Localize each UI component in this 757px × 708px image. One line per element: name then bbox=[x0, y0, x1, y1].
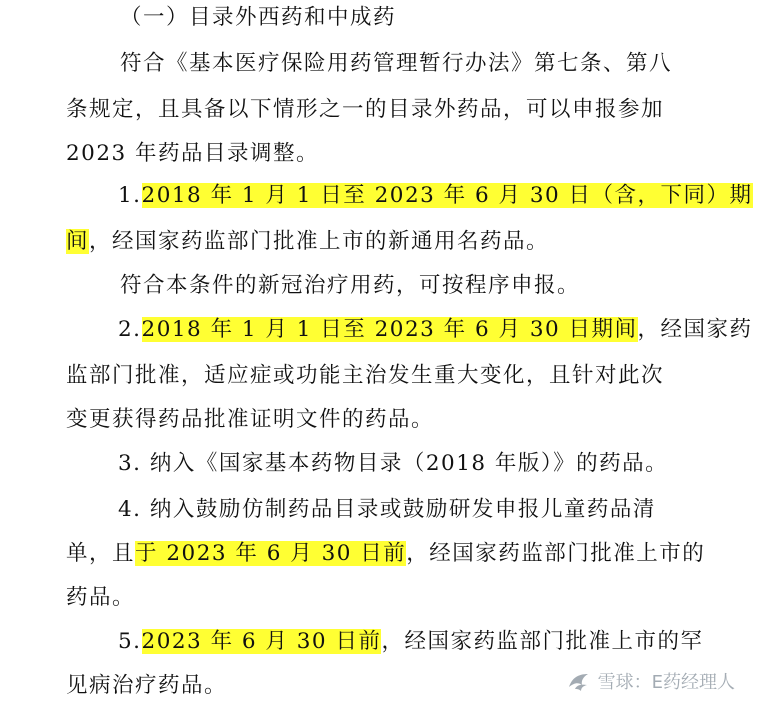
item-2-line-2 bbox=[66, 360, 664, 392]
item-5-text-2: 见病治疗药品。 bbox=[66, 673, 228, 698]
item-5-line-1 bbox=[118, 626, 703, 658]
item-2-text-2: 监部门批准，适应症或功能主治发生重大变化，且针对此次 bbox=[66, 363, 665, 388]
watermark-text: 雪球：E药经理人 bbox=[597, 672, 735, 693]
intro-line-3 bbox=[66, 138, 319, 170]
item-4-text-1: 4. 纳入鼓励仿制药品目录或鼓励研发申报儿童药品清 bbox=[118, 497, 656, 522]
item-1-text: ，经国家药监部门批准上市的新通用名药品。 bbox=[89, 229, 550, 254]
item-1-number: 1. bbox=[118, 183, 142, 208]
watermark bbox=[566, 668, 735, 694]
item-2-text-1: ，经国家药 bbox=[637, 317, 753, 342]
item-3-line-1 bbox=[118, 448, 668, 480]
item-4-text-pre: 单，且 bbox=[66, 541, 136, 566]
item-5-text: ，经国家药监部门批准上市的罕 bbox=[381, 629, 704, 654]
section-heading-text: （一）目录外西药和中成药 bbox=[120, 5, 397, 30]
snowball-logo-icon bbox=[566, 670, 592, 692]
item-4-line-2 bbox=[66, 538, 705, 570]
section-heading bbox=[120, 2, 396, 34]
item-4-line-1 bbox=[118, 494, 656, 526]
item-4-text-3: 药品。 bbox=[66, 585, 136, 610]
item-5-number: 5. bbox=[118, 629, 142, 654]
intro-text-2: 条规定，且具备以下情形之一的目录外药品，可以申报参加 bbox=[66, 97, 665, 122]
intro-text-1: 符合《基本医疗保险用药管理暂行办法》第七条、第八 bbox=[120, 51, 673, 76]
item-2-highlight: 2018 年 1 月 1 日至 2023 年 6 月 30 日期间 bbox=[141, 317, 638, 342]
item-1-note bbox=[120, 270, 580, 302]
item-4-line-3 bbox=[66, 582, 135, 614]
item-4-highlight: 于 2023 年 6 月 30 日前 bbox=[135, 541, 407, 566]
item-1-line-2 bbox=[66, 226, 549, 258]
item-2-line-3 bbox=[66, 404, 434, 436]
intro-line-1 bbox=[120, 48, 672, 80]
item-5-line-2 bbox=[66, 670, 227, 702]
item-4-text-rest: ，经国家药监部门批准上市的 bbox=[406, 541, 706, 566]
item-2-number: 2. bbox=[118, 317, 142, 342]
item-2-line-1 bbox=[118, 314, 753, 346]
intro-text-3: 2023 年药品目录调整。 bbox=[66, 141, 320, 166]
item-1-highlight-cont: 间 bbox=[66, 229, 90, 254]
item-1-highlight: 2018 年 1 月 1 日至 2023 年 6 月 30 日（含，下同）期 bbox=[141, 183, 753, 208]
item-3-text: 3. 纳入《国家基本药物目录（2018 年版）》的药品。 bbox=[118, 451, 669, 476]
item-5-highlight: 2023 年 6 月 30 日前 bbox=[141, 629, 382, 654]
intro-line-2 bbox=[66, 94, 664, 126]
item-1-line-1 bbox=[118, 180, 753, 212]
item-1-note-text: 符合本条件的新冠治疗用药，可按程序申报。 bbox=[120, 273, 581, 298]
item-2-text-3: 变更获得药品批准证明文件的药品。 bbox=[66, 407, 435, 432]
